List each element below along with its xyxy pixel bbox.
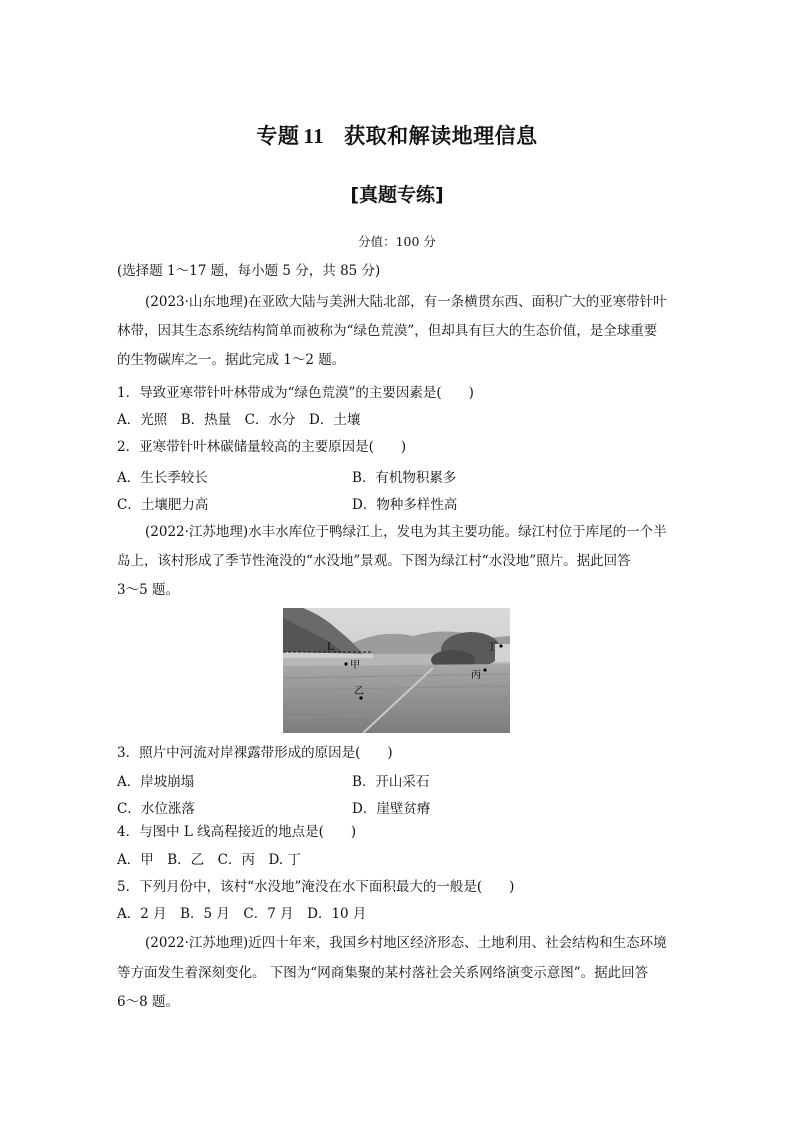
score-info: 分值：100 分 [358, 234, 436, 249]
photo-label-l: L [327, 642, 334, 653]
photo-label-jia: 甲 [350, 660, 360, 671]
title-text: 获取和解读地理信息 [344, 124, 538, 148]
question-4-options: A．甲 B．乙 C．丙 D. 丁 [117, 852, 301, 868]
instructions: (选择题 1～17 题，每小题 5 分，共 85 分) [117, 263, 381, 279]
passage1-line1: (2023·山东地理)在亚欧大陆与美洲大陆北部，有一条横贯东西、面积广大的亚寒带针叶 [145, 294, 667, 310]
question-3-stem: 3．照片中河流对岸裸露带形成的原因是( ) [117, 745, 393, 761]
passage1-line3: 的生物碳库之一。据此完成 1～2 题。 [117, 352, 346, 368]
photo-label-ding: 丁 [487, 642, 497, 653]
question-2-stem: 2．亚寒带针叶林碳储量较高的主要原因是( ) [117, 439, 407, 455]
question-3-option-b: B．开山采石 [352, 774, 430, 790]
question-2-option-d: D．物种多样性高 [352, 497, 458, 513]
question-1-options: A．光照 B．热量 C．水分 D．土壤 [117, 412, 361, 428]
passage2-line1: (2022·江苏地理)水丰水库位于鸭绿江上，发电为其主要功能。绿江村位于库尾的一个半 [145, 524, 667, 540]
question-4-stem: 4．与图中 L 线高程接近的地点是( ) [117, 824, 357, 840]
passage2-line2: 岛上，该村形成了季节性淹没的“水没地”景观。下图为绿江村“水没地”照片。据此回答 [117, 553, 631, 569]
passage3-line1: (2022·江苏地理)近四十年来，我国乡村地区经济形态、土地利用、社会结构和生态环境 [145, 935, 667, 951]
passage2-line3: 3～5 题。 [117, 582, 179, 598]
photo-label-bing: 丙 [471, 670, 481, 681]
question-5-options: A．2 月 B．5 月 C．7 月 D．10 月 [117, 906, 367, 922]
section-subtitle: [真题专练] [350, 184, 444, 206]
page-title [0, 120, 794, 150]
question-2-option-c: C．土壤肥力高 [117, 497, 209, 513]
question-5-stem: 5．下列月份中，该村“水没地”淹没在水下面积最大的一般是( ) [117, 879, 515, 895]
question-1-stem: 1．导致亚寒带针叶林带成为“绿色荒漠”的主要因素是( ) [117, 385, 474, 401]
passage1-line2: 林带，因其生态系统结构简单而被称为“绿色荒漠”，但却具有巨大的生态价值，是全球重要 [117, 323, 658, 339]
photo-label-yi: 乙 [354, 686, 364, 697]
passage3-line3: 6～8 题。 [117, 994, 179, 1010]
passage3-line2: 等方面发生着深刻变化。 下图为“网商集聚的某村落社会关系网络演变示意图”。据此回答 [117, 965, 649, 981]
question-3-option-a: A．岸坡崩塌 [117, 774, 195, 790]
shuimeidi-photo [283, 608, 510, 733]
title-prefix: 专题 [256, 124, 300, 148]
title-number: 11 [303, 124, 325, 148]
question-2-option-a: A．生长季较长 [117, 470, 208, 486]
question-3-option-d: D．崖壁贫瘠 [352, 801, 431, 817]
question-2-option-b: B．有机物积累多 [352, 470, 457, 486]
question-3-option-c: C．水位涨落 [117, 801, 195, 817]
